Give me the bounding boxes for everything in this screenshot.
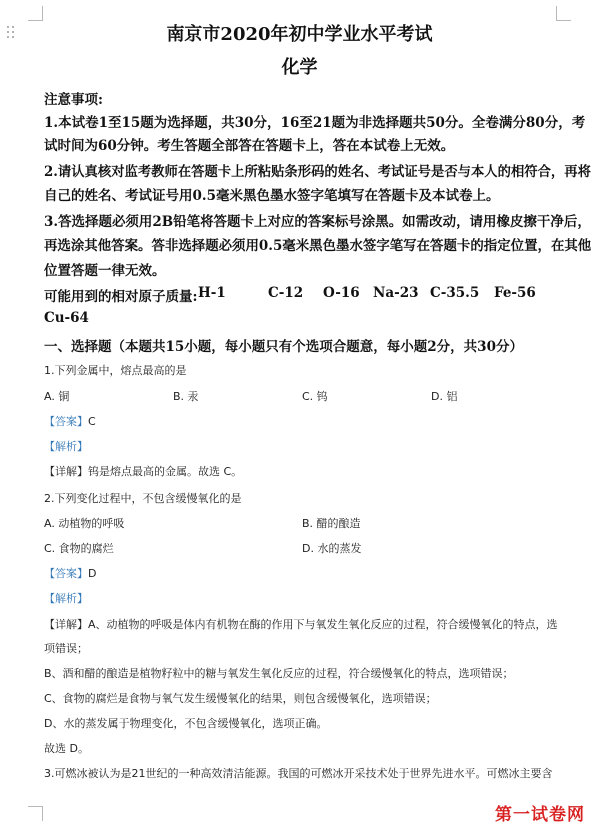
detail-text: 【详解】钨是熔点最高的金属。故选 C。 <box>44 465 243 478</box>
notice-line: 3.答选择题必须用2B铅笔将答题卡上对应的答案标号涂黑。如需改动，请用橡皮擦干净后， <box>44 214 591 230</box>
notice-line: 位置答题一律无效。 <box>44 263 166 279</box>
atomic-mass-item: C-12 <box>268 285 304 301</box>
page-corner-mark <box>556 6 571 21</box>
option-d: D. 水的蒸发 <box>302 542 362 555</box>
question-stem: 1.下列金属中，熔点最高的是 <box>44 364 187 377</box>
analysis-label: 【解析】 <box>44 592 88 605</box>
option-d: D. 铝 <box>431 390 458 403</box>
notice-line: 试时间为60分钟。考生答题全部答在答题卡上，答在本试卷上无效。 <box>44 138 455 154</box>
answer-line <box>44 413 96 429</box>
option-a: A. 动植物的呼吸 <box>44 517 125 530</box>
option-b: B. 醋的酿造 <box>302 517 361 530</box>
section-heading: 一、选择题（本题共15小题，每小题只有个选项合题意，每小题2分，共30分） <box>44 339 523 355</box>
question-stem: 2.下列变化过程中，不包含缓慢氧化的是 <box>44 492 242 505</box>
option-b: B. 汞 <box>173 390 199 403</box>
document-title: 南京市2020年初中学业水平考试 <box>166 24 433 45</box>
atomic-mass-label: 可能用到的相对原子质量: <box>44 289 198 305</box>
notice-line: 2.请认真核对监考教师在答题卡上所粘贴条形码的姓名、考试证号是否与本人的相符合，再将 <box>44 164 591 180</box>
atomic-mass-item: Cu-64 <box>44 310 89 326</box>
notice-line: 自己的姓名、考试证号用0.5毫米黑色墨水签字笔填写在答题卡及本试卷上。 <box>44 188 500 204</box>
detail-text: 【详解】A、动植物的呼吸是体内有机物在酶的作用下与氧发生氧化反应的过程，符合缓慢氧化的特点，选 <box>44 618 558 631</box>
option-c: C. 食物的腐烂 <box>44 542 114 555</box>
answer-line <box>44 565 96 581</box>
detail-text: 项错误； <box>44 642 88 655</box>
answer-value: D <box>88 567 97 580</box>
atomic-mass-item: C-35.5 <box>430 285 480 301</box>
notice-heading: 注意事项: <box>44 92 103 108</box>
detail-text: D、水的蒸发属于物理变化，不包含缓慢氧化，选项正确。 <box>44 717 328 730</box>
atomic-mass-item: Na-23 <box>373 285 419 301</box>
atomic-mass-item: O-16 <box>323 285 360 301</box>
site-watermark: 第一试卷网 <box>495 805 585 825</box>
notice-line: 再选涂其他答案。答非选择题必须用0.5毫米黑色墨水签字笔写在答题卡的指定位置，在其他 <box>44 238 592 254</box>
detail-text: C、食物的腐烂是食物与氧气发生缓慢氧化的结果，则包含缓慢氧化，选项错误； <box>44 692 437 705</box>
analysis-label: 【解析】 <box>44 440 88 453</box>
notice-line: 1.本试卷1至15题为选择题，共30分，16至21题为非选择题共50分。全卷满分80分，考 <box>44 115 586 131</box>
subject-title: 化学 <box>281 57 318 78</box>
option-c: C. 钨 <box>302 390 328 403</box>
answer-label: 【答案】 <box>44 567 88 580</box>
question-stem: 3.可燃冰被认为是21世纪的一种高效清洁能源。我国的可燃冰开采技术处于世界先进水平。可燃冰主要含 <box>44 767 553 780</box>
page-corner-mark <box>28 806 43 821</box>
detail-text: 故选 D。 <box>44 742 89 755</box>
option-a: A. 铜 <box>44 390 70 403</box>
atomic-mass-item: H-1 <box>198 285 226 301</box>
atomic-mass-item: Fe-56 <box>494 285 536 301</box>
detail-text: B、酒和醋的酿造是植物籽粒中的糖与氧发生氧化反应的过程，符合缓慢氧化的特点，选项错误； <box>44 667 514 680</box>
answer-label: 【答案】 <box>44 415 88 428</box>
answer-value: C <box>88 415 96 428</box>
page-corner-mark <box>28 6 43 21</box>
